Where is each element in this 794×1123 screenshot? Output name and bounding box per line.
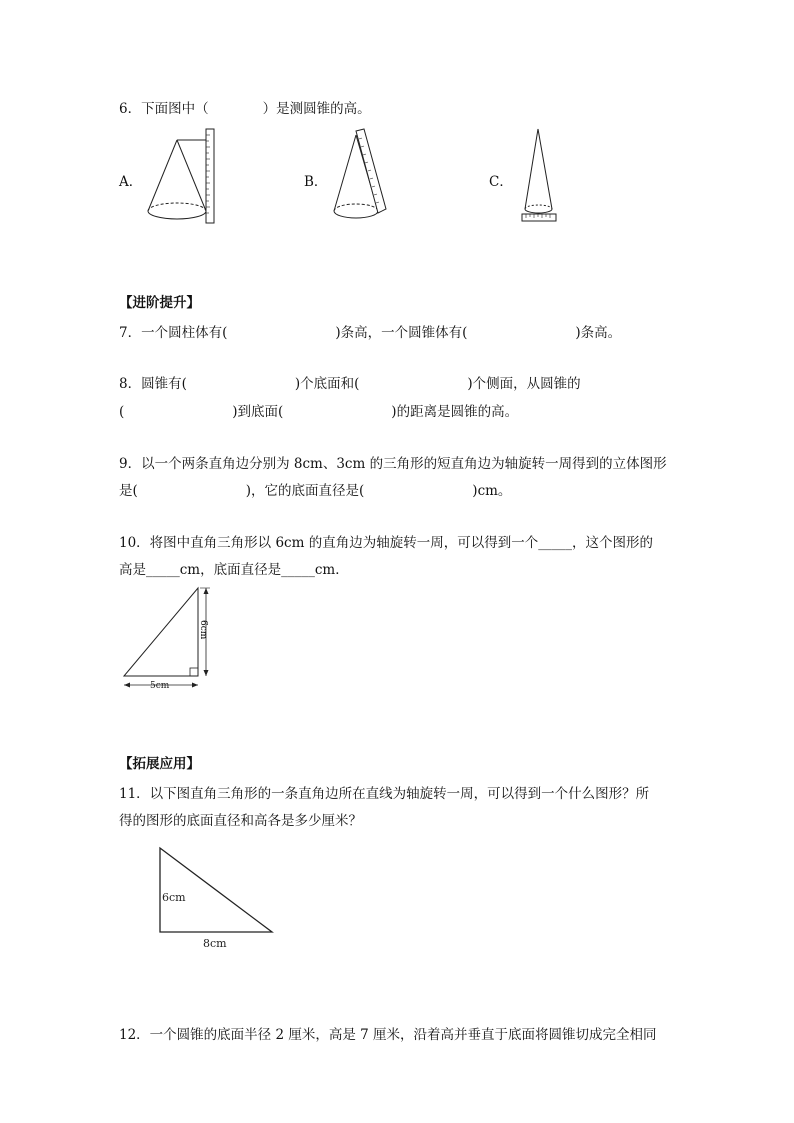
q9-line1: 9．以一个两条直角边分别为 8cm、3cm 的三角形的短直角边为轴旋转一周得到的立体图形	[119, 456, 667, 472]
q7-text: 7．一个圆柱体有( )条高，一个圆锥体有( )条高。	[119, 325, 622, 341]
q8-line1: 8．圆锥有( )个底面和( )个侧面，从圆锥的	[119, 376, 581, 392]
section-extend-heading: 【拓展应用】	[119, 756, 200, 772]
q8-line2: ( )到底面( )的距离是圆锥的高。	[119, 404, 519, 420]
q6-text: 6．下面图中（ ）是测圆锥的高。	[119, 101, 371, 117]
q6-option-a-label: A．	[119, 174, 143, 190]
q10-triangle-figure	[118, 582, 228, 692]
q11-triangle-figure	[150, 840, 280, 955]
q10-line1: 10．将图中直角三角形以 6cm 的直角边为轴旋转一周，可以得到一个_____，这个图形的	[119, 535, 653, 551]
q9-line2: 是( )，它的底面直径是( )cm。	[119, 483, 512, 499]
q12-line1: 12．一个圆锥的底面半径 2 厘米，高是 7 厘米，沿着高并垂直于底面将圆锥切成完全相同	[119, 1027, 657, 1043]
q10-label-height: 6cm	[198, 620, 208, 640]
q6-option-c-label: C．	[489, 174, 513, 190]
q6-option-b-label: B．	[304, 174, 328, 190]
q11-line1: 11．以下图直角三角形的一条直角边所在直线为轴旋转一周，可以得到一个什么图形？所	[119, 786, 650, 802]
q6-option-b-figure	[328, 125, 393, 225]
q11-line2: 得的图形的底面直径和高各是多少厘米？	[119, 813, 362, 829]
q6-option-c-figure	[518, 125, 563, 225]
q6-option-a-figure	[140, 125, 230, 225]
section-advanced-heading: 【进阶提升】	[119, 295, 200, 311]
q10-line2: 高是_____cm，底面直径是_____cm．	[119, 562, 349, 578]
q11-label-base: 8cm	[203, 937, 227, 950]
q10-label-base: 5cm	[150, 681, 170, 691]
q11-label-height: 6cm	[162, 891, 186, 904]
